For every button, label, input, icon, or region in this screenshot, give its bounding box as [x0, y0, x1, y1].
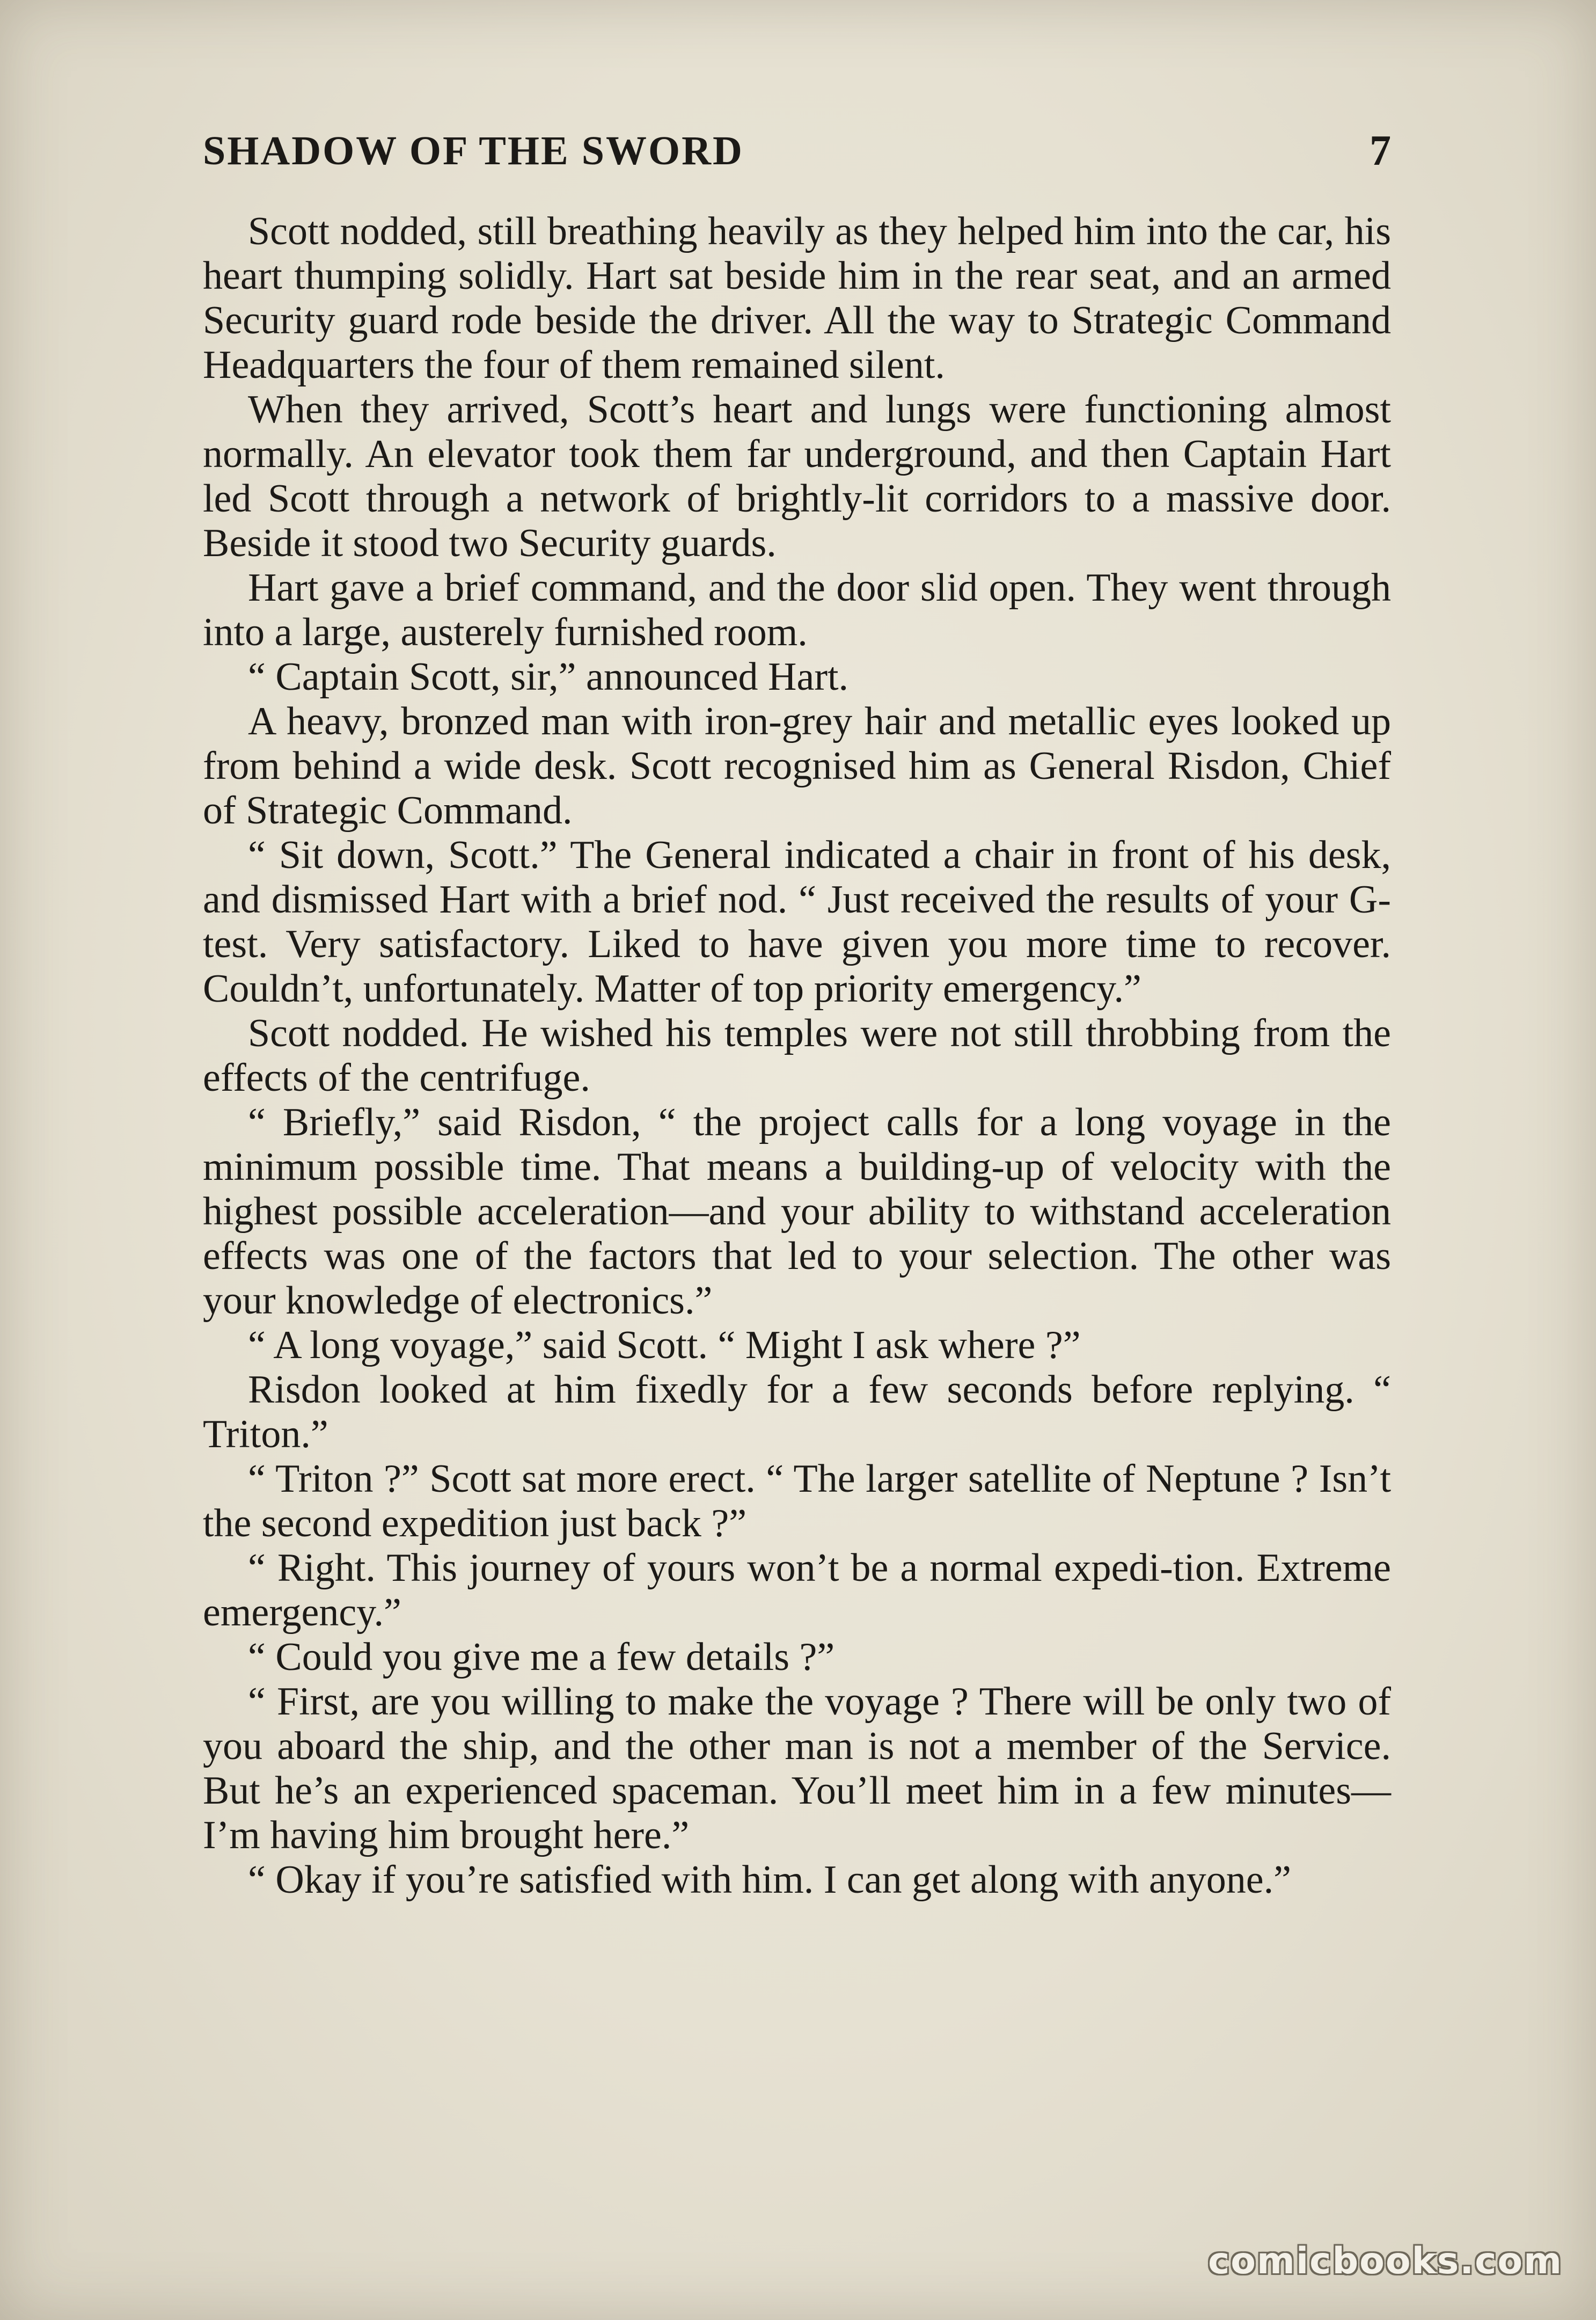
- paragraph: “ First, are you willing to make the voyage ? There will be only two of you aboard the ship, and the other man is not a member of the Service. But he’s an experienced spaceman. You’ll meet him in a few minutes—I’m having him brought here.”: [203, 1680, 1391, 1857]
- paragraph: “ Right. This journey of yours won’t be a normal expedi-tion. Extreme emergency.”: [203, 1546, 1391, 1635]
- running-head: [203, 121, 1391, 180]
- paragraph: Risdon looked at him fixedly for a few seconds before replying. “ Triton.”: [203, 1368, 1391, 1456]
- paragraph: “ Could you give me a few details ?”: [248, 1635, 835, 1679]
- paragraph: “ Briefly,” said Risdon, “ the project calls for a long voyage in the minimum possible time. That means a building-up of velocity with the highest possible acceleration—and your ability to withstand acceleration effects was one of the factors that led to your selection. The other was your knowledge of electronics.”: [203, 1100, 1391, 1323]
- paragraph: A heavy, bronzed man with iron-grey hair and metallic eyes looked up from behind a wide desk. Scott recognised him as General Risdon, Chief of Strategic Command.: [203, 699, 1391, 833]
- watermark: comicbooks.com: [1207, 2240, 1563, 2282]
- paragraph: Hart gave a brief command, and the door slid open. They went through into a large, austerely furnished room.: [203, 566, 1391, 654]
- paragraph: “ A long voyage,” said Scott. “ Might I ask where ?”: [248, 1323, 1081, 1367]
- page-number: 7: [1370, 127, 1391, 174]
- paragraph: Scott nodded, still breathing heavily as they helped him into the car, his heart thumping solidly. Hart sat beside him in the rear seat, and an armed Security guard rode beside the driver. All the way to Strategic Command Headquarters the four of them remained silent.: [203, 209, 1391, 387]
- paragraph: “ Triton ?” Scott sat more erect. “ The larger satellite of Neptune ? Isn’t the second expedition just back ?”: [203, 1457, 1391, 1545]
- paragraph: “ Captain Scott, sir,” announced Hart.: [248, 655, 849, 699]
- paragraph: “ Okay if you’re satisfied with him. I can get along with anyone.”: [248, 1858, 1291, 1902]
- running-title: SHADOW OF THE SWORD: [203, 128, 744, 173]
- paragraph: Scott nodded. He wished his temples were not still throbbing from the effects of the centrifuge.: [203, 1011, 1391, 1100]
- body-text: [203, 209, 1391, 1902]
- paragraph: “ Sit down, Scott.” The General indicated a chair in front of his desk, and dismissed Hart with a brief nod. “ Just received the results of your G-test. Very satisfactory. Liked to have given you more time to recover. Couldn’t, unfortunately. Matter of top priority emergency.”: [203, 833, 1391, 1011]
- paragraph: When they arrived, Scott’s heart and lungs were functioning almost normally. An elevator took them far underground, and then Captain Hart led Scott through a network of brightly-lit corridors to a massive door. Beside it stood two Security guards.: [203, 388, 1391, 565]
